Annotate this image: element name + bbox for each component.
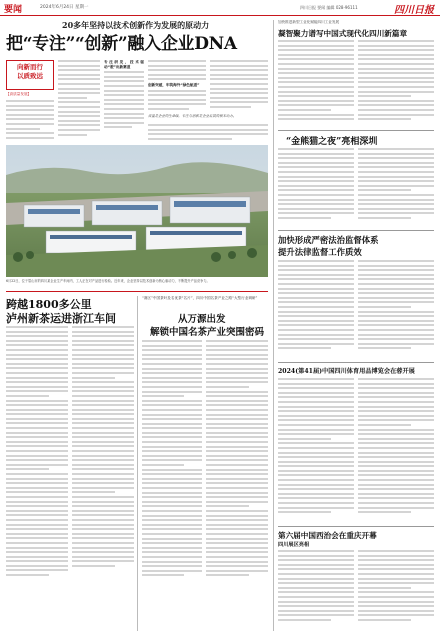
- lead-text-col-1: [6, 100, 54, 143]
- column-divider: [137, 296, 138, 631]
- photo-caption: 6月22日，位于眉山市的四川某企业生产车间内，工人正在对产品进行检验。近年来，企业坚持以技术创新为核心驱动力，不断提升产品竞争力。: [6, 279, 210, 283]
- story1-title-1: 跨越1800多公里: [6, 298, 92, 311]
- lead-kicker: 20多年坚持以技术创新作为发展的原动力: [62, 20, 210, 30]
- edition-info: 四川日报 要闻 编辑 028-96111: [300, 5, 358, 10]
- badge-title-2: 以质致远: [17, 72, 43, 80]
- right2-text-col-1: [278, 148, 354, 226]
- lead-subhead-1: 专注研发，技术驱动“驶”出新赛道: [104, 60, 144, 69]
- right3-text-col-2: [358, 260, 434, 358]
- right4-title: 2024(第41届)中国四川体育用品博览会在蓉开展: [278, 368, 415, 375]
- right-column-divider: [273, 20, 274, 631]
- lead-text-col-2: [58, 60, 100, 143]
- right1-text-col-2: [358, 40, 434, 126]
- story2-title-1: 从万源出发: [178, 314, 226, 325]
- lead-headline: 把“专注”“创新”融入企业DNA: [6, 34, 237, 54]
- story2-text-col-1: [142, 340, 202, 631]
- paper-name: 四川日报: [394, 5, 434, 16]
- right3-text-col-1: [278, 260, 354, 358]
- right1-title: 凝智聚力谱写中国式现代化四川新篇章: [278, 29, 408, 38]
- lead-text-col-3: [104, 60, 144, 143]
- factory-aerial-illustration: [6, 145, 268, 277]
- story1-text-col-1: [6, 326, 68, 631]
- section-logo: 要闻: [4, 5, 23, 15]
- badge-title-1: 向新而行: [17, 63, 43, 71]
- right3-title-2: 提升法律监督工作质效: [278, 247, 362, 257]
- right2-text-col-2: [358, 148, 434, 226]
- right3-title-1: 加快形成严密法治监督体系: [278, 235, 379, 245]
- right4-text-col-2: [358, 378, 434, 522]
- right5-title-2: 四川展区亮相: [278, 542, 310, 548]
- issue-date: 2024年6月24日 星期一: [40, 5, 89, 10]
- right-divider-2: [278, 230, 434, 231]
- right4-text-col-1: [278, 378, 354, 522]
- story1-text-col-2: [72, 326, 134, 631]
- column-badge: [6, 60, 54, 90]
- right5-text-col-1: [278, 550, 354, 631]
- lead-text-col-5: [210, 60, 268, 112]
- right5-text-col-2: [358, 550, 434, 631]
- right2-title: “金熊猫之夜”亮相深圳: [286, 137, 378, 147]
- story1-title-2: 泸州新茶运进浙江车间: [6, 312, 116, 325]
- right-divider-4: [278, 526, 434, 527]
- badge-tag: 【高质量发展】: [6, 92, 32, 96]
- story2-text-col-2: [206, 340, 268, 631]
- right5-title-1: 第六届中国西治会在重庆开幕: [278, 531, 377, 540]
- right1-kicker: 加快推进新型工业化赋能四川工业发展: [278, 20, 340, 24]
- story2-title-2: 解锁中国名茶产业突围密码: [150, 327, 265, 338]
- right-divider-1: [278, 130, 434, 131]
- lead-photo: [6, 145, 268, 277]
- lead-subhead-2: 创新突破，牢筑海外“绿色航道”: [148, 82, 200, 87]
- lead-quote: 质量是企业的生命线，专注与创新是企业发展的根本动力。: [148, 114, 237, 118]
- masthead: [0, 0, 440, 16]
- right1-text-col-1: [278, 40, 354, 126]
- lead-text-col-4: [148, 60, 206, 112]
- story2-kicker: “赛区”中国茶叶及名优茶“名片”，四川中国名茶产业之路“大型行业调研”: [142, 296, 258, 300]
- lead-text-col-6: [148, 124, 268, 143]
- section-divider: [6, 291, 268, 292]
- right-divider-3: [278, 362, 434, 363]
